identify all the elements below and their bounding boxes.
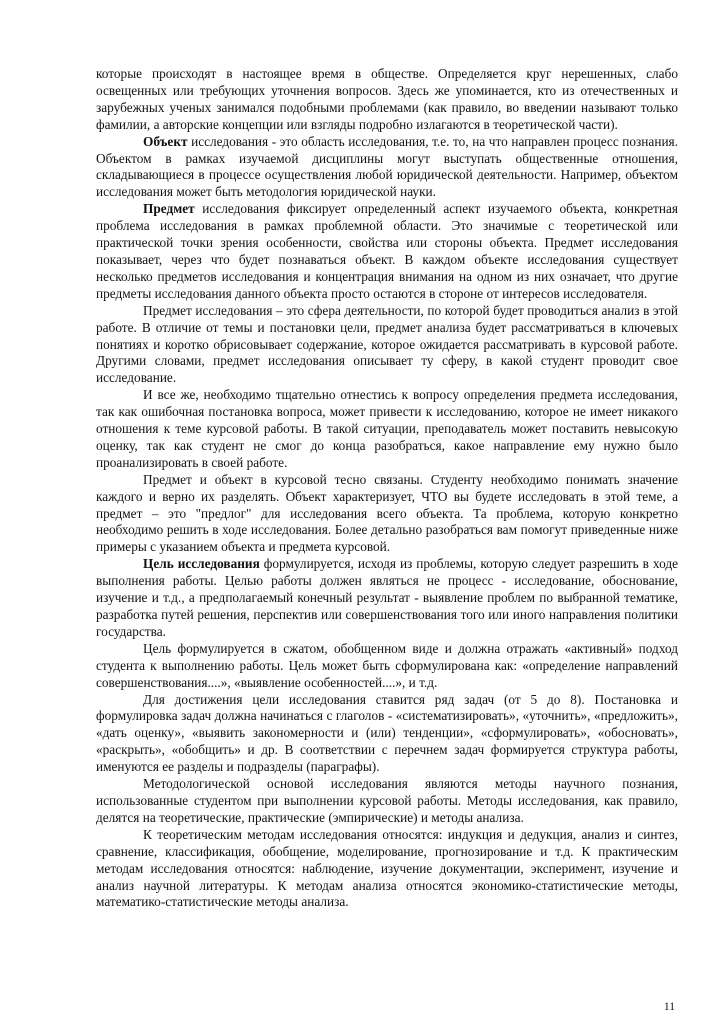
paragraph-goal <box>96 556 678 641</box>
paragraph-object-subject-relation <box>96 472 678 557</box>
paragraph-text: исследования - это область исследования, т.е. то, на что направлен процесс познания. Объектом в рамках изучаемой дисциплины могут выступать общественные отношения, складывающиеся в процессе осуществления любой юридической деятельности. Например, объектом исследования может быть методология юридической науки. <box>96 133 678 200</box>
paragraph-subject-sphere <box>96 303 678 388</box>
paragraph-goal-formulation <box>96 641 678 692</box>
paragraph-object <box>96 134 678 202</box>
document-body <box>96 66 678 911</box>
paragraph-text: К теоретическим методам исследования относятся: индукция и дедукция, анализ и синтез, сравнение, классификация, обобщение, моделирование, прогнозирование и т.д. К практическим методам исследования относятся: наблюдение, изучение документации, эксперимент, изучение и анализ научной литературы. К методам анализа относятся экономико-статистические методы, математико-статистические методы анализа. <box>96 826 678 910</box>
paragraph-intro-continuation <box>96 66 678 134</box>
term-goal: Цель исследования <box>143 556 260 572</box>
paragraph-methodology <box>96 776 678 827</box>
term-object: Объект <box>143 133 188 149</box>
paragraph-methods <box>96 827 678 912</box>
paragraph-text: И все же, необходимо тщательно отнестись к вопросу определения предмета исследования, так как ошибочная постановка вопроса, может привести к исследованию, которое не имеет никакого отношения к теме курсовой работы. В такой ситуации, преподаватель может поставить невысокую оценку, так как студент не смог до конца разобраться, какое направление ему нужно было проанализировать в своей работе. <box>96 387 678 470</box>
paragraph-text: Для достижения цели исследования ставится ряд задач (от 5 до 8). Постановка и формулировка задач должна начинаться с глаголов - «систематизировать», «уточнить», «предложить», «дать оценку», «выявить закономерности и (или) тенденции», «сформулировать», «обосновать», «раскрыть», «обобщить» и др. В соответствии с перечнем задач формируется структура работы, именуются ее разделы и подразделы (параграфы). <box>96 691 678 775</box>
paragraph-tasks <box>96 692 678 777</box>
paragraph-text: исследования фиксирует определенный аспект изучаемого объекта, конкретная проблема исследования в рамках проблемной области. Это значимые с теоретической или практической точки зрения особенности, свойства или стороны объекта. Предмет исследования показывает, через что будет познаваться объект. В каждом объекте исследования существует несколько предметов исследования и концентрация внимания на одном из них означает, что другие предметы исследования данного объекта просто остаются в стороне от интересов исследователя. <box>96 201 678 301</box>
paragraph-subject-caution <box>96 387 678 472</box>
paragraph-text: которые происходят в настоящее время в обществе. Определяется круг нерешенных, слабо освещенных или требующих уточнения вопросов. Здесь же упоминается, кто из отечественных и зарубежных ученых занимался подобными проблемами (как правило, во введении называют только фамилии, а авторские концепции или взгляды подробно излагаются в теоретической части). <box>96 66 678 132</box>
paragraph-subject <box>96 201 678 302</box>
term-subject: Предмет <box>143 201 195 217</box>
paragraph-text: Цель формулируется в сжатом, обобщенном виде и должна отражать «активный» подход студента к выполнению работы. Цель может быть сформулирована как: «определение направлений совершенствования....», «выявление особенностей....», и т.д. <box>96 640 678 690</box>
page-number: 11 <box>663 1001 675 1013</box>
paragraph-text: формулируется, исходя из проблемы, которую следует разрешить в ходе выполнения работы. Целью работы должен являться не процесс - исследование, обоснование, изучение и т.д., а предполагаемый конечный результат - выявление проблем по выбранной тематике, разработка путей решения, перспектив или совершенствования того или иного направления политики государства. <box>96 556 678 639</box>
paragraph-text: Методологической основой исследования являются методы научного познания, использованные студентом при выполнении курсовой работы. Методы исследования, как правило, делятся на теоретические, практические (эмпирические) и методы анализа. <box>96 776 678 825</box>
paragraph-text: Предмет и объект в курсовой тесно связаны. Студенту необходимо понимать значение каждого и верно их разделять. Объект характеризует, ЧТО вы будете исследовать в этой теме, а предмет – это "предлог" для исследования всего объекта. Та проблема, которую конкретно необходимо решить в ходе исследования. Более детально разобраться вам помогут приведенные ниже примеры с указанием объекта и предмета курсовой. <box>96 471 678 555</box>
paragraph-text: Предмет исследования – это сфера деятельности, по которой будет проводиться анализ в этой работе. В отличие от темы и постановки цели, предмет анализа будет рассматриваться в ключевых понятиях и коротко обрисовывает содержание, которое ожидается рассматривать в курсовой работе. Другими словами, предмет исследования описывает ту сферу, в какой студент проводит свое исследование. <box>96 302 678 386</box>
